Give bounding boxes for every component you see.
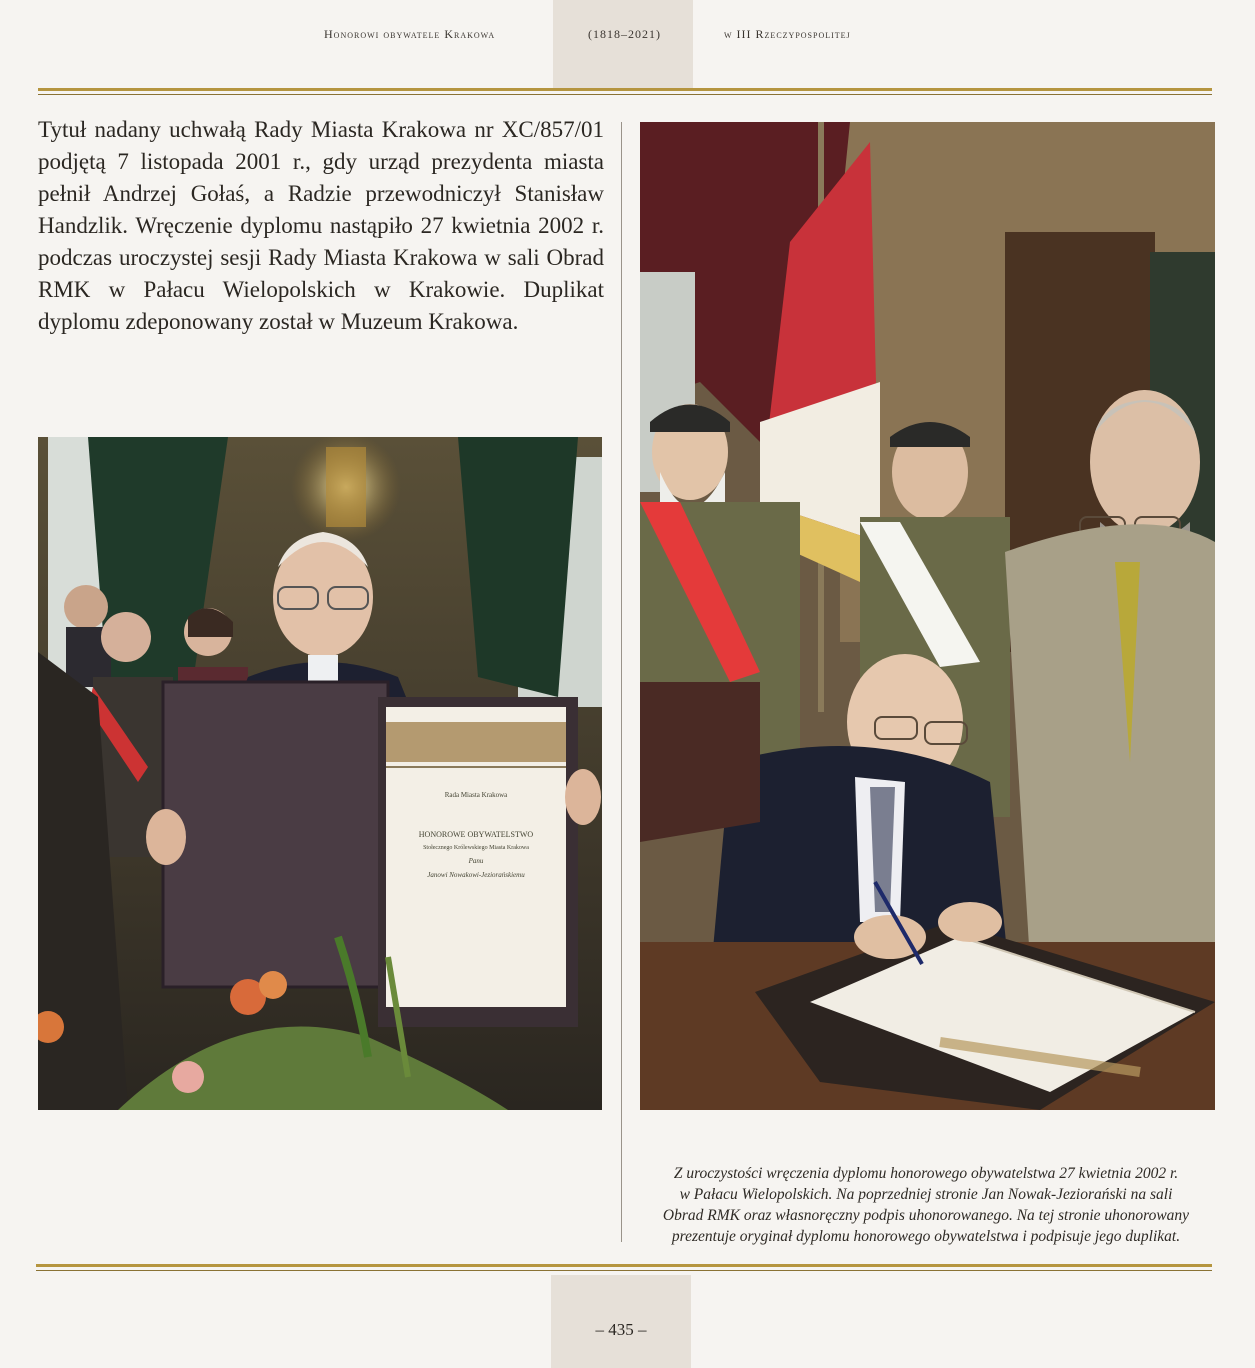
photo-diploma-presentation <box>38 437 602 1110</box>
diploma-line-5: Janowi Nowakowi-Jeziorańskiemu <box>427 871 525 879</box>
caption-line-3: Obrad RMK oraz własnoręczny podpis uhonorowanego. Na tej stronie uhonorowany <box>662 1207 1190 1224</box>
column-divider <box>621 122 622 1242</box>
photo-duplicate-signing <box>640 122 1215 1110</box>
running-head-left: Honorowi obywatele Krakowa <box>324 27 496 41</box>
running-head-right: w III Rzeczypospolitej <box>724 27 851 41</box>
top-rule <box>38 88 1212 95</box>
diploma-line-2: HONOROWE OBYWATELSTWO <box>418 830 534 839</box>
page-number: – 435 – <box>595 1320 647 1339</box>
caption-line-2: w Pałacu Wielopolskich. Na poprzedniej stronie Jan Nowak-Jeziorański na sali <box>679 1186 1173 1203</box>
intro-paragraph: Tytuł nadany uchwałą Rady Miasta Krakowa nr XC/857/01 podjętą 7 listopada 2001 r., gdy urząd prezydenta miasta pełnił Andrzej Gołaś, a Radzie przewodniczył Stanisław Handzlik. Wręczenie dyplomu nastąpiło 27 kwietnia 2002 r. podczas uroczystej sesji Rady Miasta Krakowa w sali Obrad RMK w Pałacu Wielopolskich w Krakowie. Duplikat dyplomu zdeponowany został w Muzeum Krakowa. <box>38 117 604 334</box>
photo-caption <box>636 1163 1216 1247</box>
running-head <box>0 27 1255 47</box>
bottom-rule <box>36 1264 1212 1271</box>
caption-line-4: prezentuje oryginał dyplomu honorowego obywatelstwa i podpisuje jego duplikat. <box>671 1228 1181 1245</box>
diploma-line-3: Stołecznego Królewskiego Miasta Krakowa <box>423 845 529 851</box>
diploma-line-4: Panu <box>468 857 484 865</box>
caption-line-1: Z uroczystości wręczenia dyplomu honorowego obywatelstwa 27 kwietnia 2002 r. <box>673 1165 1179 1182</box>
diploma-line-1: Rada Miasta Krakowa <box>444 791 508 799</box>
running-head-center: (1818–2021) <box>588 27 661 41</box>
